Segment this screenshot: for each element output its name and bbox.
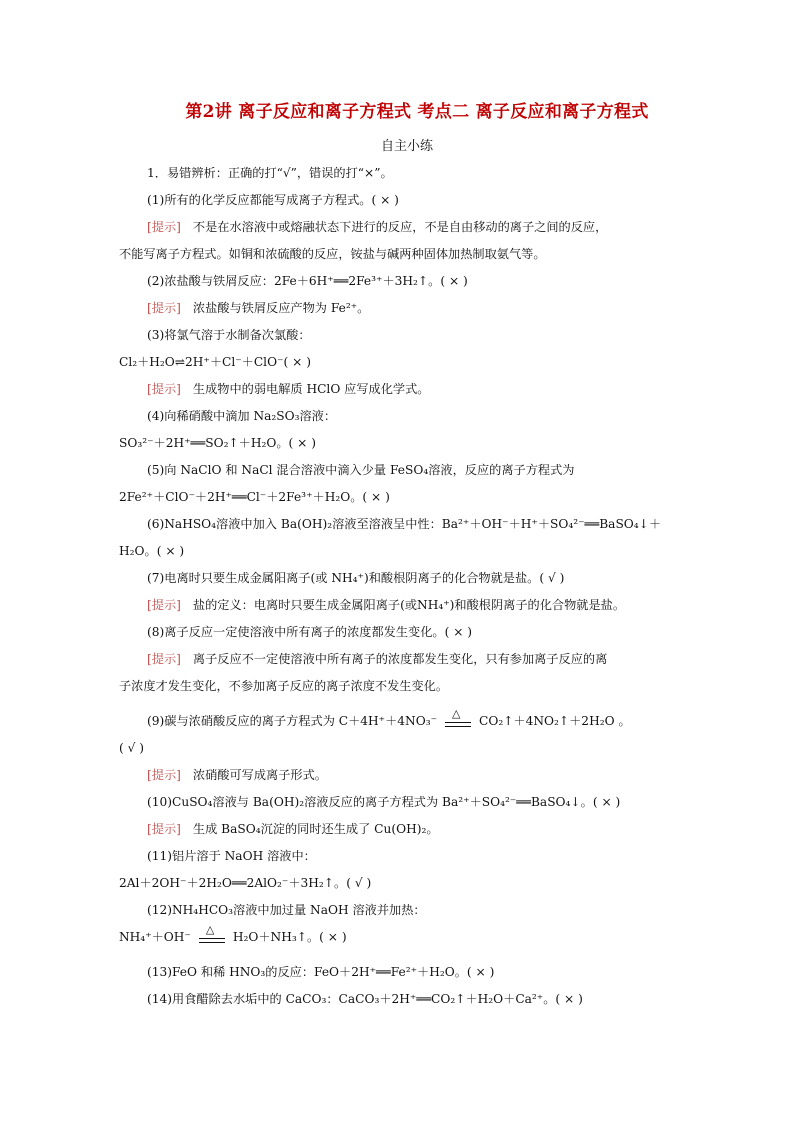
- line-text: 离子反应不一定使溶液中所有离子的浓度都发生变化，只有参加离子反应的离: [192, 652, 608, 666]
- text-line: [119, 484, 675, 511]
- text-line: [119, 457, 675, 484]
- line-text: 生成物中的弱电解质 HClO 应写成化学式。: [192, 382, 430, 396]
- text-line: [119, 403, 675, 430]
- line-text: (10)CuSO₄溶液与 Ba(OH)₂溶液反应的离子方程式为 Ba²⁺＋SO₄²⁻══BaSO₄↓。( × ): [147, 795, 621, 809]
- hint-label: [ 提示 ]: [147, 768, 181, 782]
- text-line: [119, 187, 675, 214]
- line-text: H₂O。( × ): [119, 544, 185, 558]
- text-line: [119, 897, 675, 924]
- line-text: 生成 BaSO₄沉淀的同时还生成了 Cu(OH)₂。: [192, 822, 439, 836]
- exercise-content: [119, 160, 675, 1013]
- line-text: 不能写离子方程式。如铜和浓硫酸的反应，铵盐与碱两种固体加热制取氨气等。: [119, 247, 546, 261]
- line-text: Cl₂＋H₂O⇌2H⁺＋Cl⁻＋ClO⁻( × ): [119, 355, 311, 369]
- page-title: 第2讲 离子反应和离子方程式 考点二 离子反应和离子方程式: [185, 102, 649, 122]
- line-text: (9)碳与浓硝酸反应的离子方程式为 C＋4H⁺＋4NO₃⁻: [147, 714, 438, 728]
- text-line: [119, 241, 675, 268]
- line-text: (7)电离时只要生成金属阳离子(或 NH₄⁺)和酸根阴离子的化合物就是盐。( √ ): [147, 571, 565, 585]
- line-text: 2Al＋2OH⁻＋2H₂O══2AlO₂⁻＋3H₂↑。( √ ): [119, 876, 372, 890]
- text-line: [119, 700, 675, 708]
- line-text: (2)浓盐酸与铁屑反应：2Fe＋6H⁺══2Fe³⁺＋3H₂↑。( × ): [147, 274, 468, 288]
- hint-label: [ 提示 ]: [147, 822, 181, 836]
- line-text: 不是在水溶液中或熔融状态下进行的反应，不是自由移动的离子之间的反应，: [192, 220, 608, 234]
- line-text: (1)所有的化学反应都能写成离子方程式。( × ): [147, 193, 399, 207]
- line-text: SO₃²⁻＋2H⁺══SO₂↑＋H₂O。( × ): [119, 436, 317, 450]
- text-line: [119, 870, 675, 897]
- hint-label: [ 提示 ]: [147, 301, 181, 315]
- text-line: [119, 789, 675, 816]
- line-text: NH₄⁺＋OH⁻: [119, 930, 191, 944]
- hint-label: [ 提示 ]: [147, 652, 181, 666]
- text-line: [119, 673, 675, 700]
- section-subtitle: 自主小练: [380, 139, 433, 154]
- text-line: [119, 565, 675, 592]
- hint-line: [119, 214, 675, 241]
- text-line: [119, 538, 675, 565]
- text-line: [119, 708, 675, 735]
- heating-arrow-icon: △: [445, 712, 471, 732]
- line-text: (8)离子反应一定使溶液中所有离子的浓度都发生变化。( × ): [147, 625, 473, 639]
- text-line: [119, 619, 675, 646]
- hint-line: [119, 646, 675, 673]
- text-line: [119, 160, 675, 187]
- hint-label: [ 提示 ]: [147, 598, 181, 612]
- line-text: (14)用食醋除去水垢中的 CaCO₃：CaCO₃＋2H⁺══CO₂↑＋H₂O＋Ca²⁺。( × ): [147, 992, 583, 1006]
- text-line: [119, 430, 675, 457]
- text-line: [119, 322, 675, 349]
- line-text: (6)NaHSO₄溶液中加入 Ba(OH)₂溶液至溶液呈中性：Ba²⁺＋OH⁻＋H⁺＋SO₄²⁻══BaSO₄↓＋: [147, 517, 662, 531]
- line-text: ( √ ): [119, 741, 145, 755]
- text-line: [119, 924, 675, 951]
- hint-line: [119, 762, 675, 789]
- line-text: (12)NH₄HCO₃溶液中加过量 NaOH 溶液并加热：: [147, 903, 426, 917]
- text-line: [119, 349, 675, 376]
- hint-line: [119, 816, 675, 843]
- line-text: 盐的定义：电离时只要生成金属阳离子(或NH₄⁺)和酸根阴离子的化合物就是盐。: [192, 598, 626, 612]
- line-text-tail: CO₂↑＋4NO₂↑＋2H₂O 。: [479, 714, 631, 728]
- text-line: [119, 986, 675, 1013]
- line-text: (13)FeO 和稀 HNO₃的反应：FeO＋2H⁺══Fe²⁺＋H₂O。( × ): [147, 965, 495, 979]
- line-text: 1．易错辨析：正确的打“√”，错误的打“×”。: [147, 166, 393, 180]
- line-text: (4)向稀硝酸中滴加 Na₂SO₃溶液：: [147, 409, 337, 423]
- line-text: 浓盐酸与铁屑反应产物为 Fe²⁺。: [192, 301, 370, 315]
- hint-line: [119, 592, 675, 619]
- text-line: [119, 735, 675, 762]
- text-line: [119, 959, 675, 986]
- text-line: [119, 951, 675, 959]
- text-line: [119, 511, 675, 538]
- line-text: 2Fe²⁺＋ClO⁻＋2H⁺══Cl⁻＋2Fe³⁺＋H₂O。( × ): [119, 490, 390, 504]
- hint-label: [ 提示 ]: [147, 220, 181, 234]
- hint-label: [ 提示 ]: [147, 382, 181, 396]
- line-text: 浓硝酸可写成离子形式。: [192, 768, 327, 782]
- line-text-tail: H₂O＋NH₃↑。( × ): [232, 930, 347, 944]
- line-text: 子浓度才发生变化，不参加离子反应的离子浓度不发生变化。: [119, 679, 449, 693]
- line-text: (5)向 NaClO 和 NaCl 混合溶液中滴入少量 FeSO₄溶液，反应的离子方程式为: [147, 463, 575, 477]
- hint-line: [119, 295, 675, 322]
- hint-line: [119, 376, 675, 403]
- line-text: (11)铝片溶于 NaOH 溶液中：: [147, 849, 316, 863]
- text-line: [119, 268, 675, 295]
- heating-arrow-icon: △: [199, 928, 225, 948]
- line-text: (3)将氯气溶于水制备次氯酸：: [147, 328, 311, 342]
- text-line: [119, 843, 675, 870]
